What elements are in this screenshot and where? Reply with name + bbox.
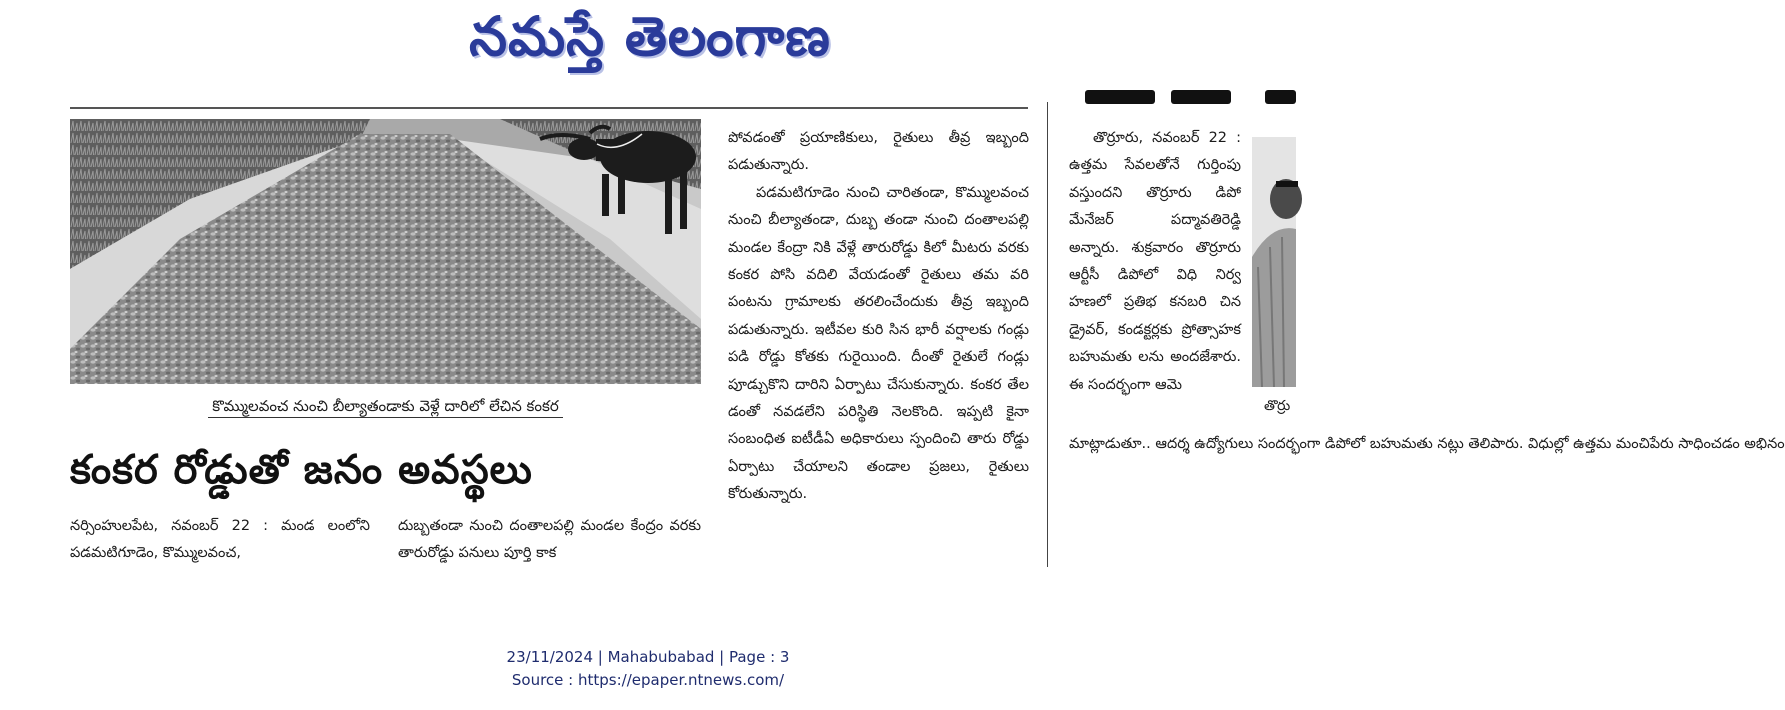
person-photo-image xyxy=(1252,137,1296,387)
footer-date-edition: 23/11/2024 | Mahabubabad | Page : 3 xyxy=(506,648,790,666)
photo-caption-text: కొమ్ములవంచ నుంచి బీల్యాతండాకు వెళ్లే దారిలో లేచిన కంకర xyxy=(208,397,562,418)
side-article-continuation xyxy=(1069,431,1785,458)
article-paragraph: పోవడంతో ప్రయాణికులు, రైతులు తీవ్ర ఇబ్బంది పడుతున్నారు. xyxy=(728,130,1029,174)
article-column-c xyxy=(728,125,1029,509)
headline: కంకర రోడ్డుతో జనం అవస్థలు xyxy=(70,447,533,493)
article-paragraph: నర్సింహులపేట, నవంబర్ 22 : మండ లంలోని పడమటిగూడెం, కొమ్ములవంచ, xyxy=(70,518,370,562)
side-article-column xyxy=(1069,125,1241,399)
masthead xyxy=(0,0,1296,80)
newspaper-title: నమస్తే తెలంగాణ xyxy=(469,5,831,68)
article-column-b xyxy=(398,513,701,568)
article-paragraph: దుబ్బతండా నుంచి దంతాలపల్లి మండల కేంద్రం వరకు తారురోడ్డు పనులు పూర్తి కాక xyxy=(398,518,701,562)
footer xyxy=(0,646,1296,692)
side-headline-fragment xyxy=(1085,82,1296,108)
article-column-a xyxy=(70,513,370,568)
article-paragraph: పడమటిగూడెం నుంచి చారితండా, కొమ్ములవంచ నుంచి బీల్యాతండా, దుబ్బ తండా నుంచి దంతాలపల్లి మండల కేంద్రా నికి వేళ్లే తారురోడ్డు కిలో మీటరు వరకు కంకర పోసి వదిలి వేయడంతో రైతులు తమ వరి పంటను గ్రామాలకు తరలించేందుకు తీవ్ర ఇబ్బంది పడుతున్నారు. ఇటీవల కురి సిన భారీ వర్షాలకు గండ్లు పడి రోడ్డు కోతకు గురైయింది. దీంతో రైతులే గండ్లు పూడ్చుకొని దారిని ఏర్పాటు చేసుకున్నారు. కంకర తేల డంతో నవడలేని పరిస్థితి నెలకొంది. ఇప్పటి కైనా సంబంధిత ఐటీడీఏ అధికారులు స్పందించి తారు రోడ్డు ఏర్పాటు చేయాలని తండాల ప్రజలు, రైతులు కోరుతున్నారు. xyxy=(728,184,1029,503)
column-divider xyxy=(1047,102,1048,567)
top-rule xyxy=(70,107,1028,109)
road-with-buffalo-image xyxy=(70,119,701,384)
footer-source: Source : https://epaper.ntnews.com/ xyxy=(511,671,785,689)
photo-caption xyxy=(70,396,701,416)
side-article-paragraph: మాట్లాడుతూ.. ఆదర్శ ఉద్యోగులు సందర్భంగా డిపోలో బహుమతు నట్లు తెలిపారు. విధుల్లో ఉత్తమ మంచిపేరు సాధించడం అభినం xyxy=(1069,436,1785,452)
side-photo-caption: తొర్రు xyxy=(1264,398,1291,414)
side-article-paragraph: తొర్రూరు, నవంబర్ 22 : ఉత్తమ సేవలతోనే గుర్తింపు వస్తుందని తొర్రూరు డిపో మేనేజర్ పద్మావతిరెడ్డి అన్నారు. శుక్రవారం తొర్రూరు ఆర్టీసీ డిపోలో విధి నిర్వ హణలో ప్రతిభ కనబరి చిన డ్రైవర్, కండక్టర్లకు ప్రోత్సాహక బహుమతు లను అందజేశారు. ఈ సందర్భంగా ఆమె xyxy=(1069,130,1241,393)
